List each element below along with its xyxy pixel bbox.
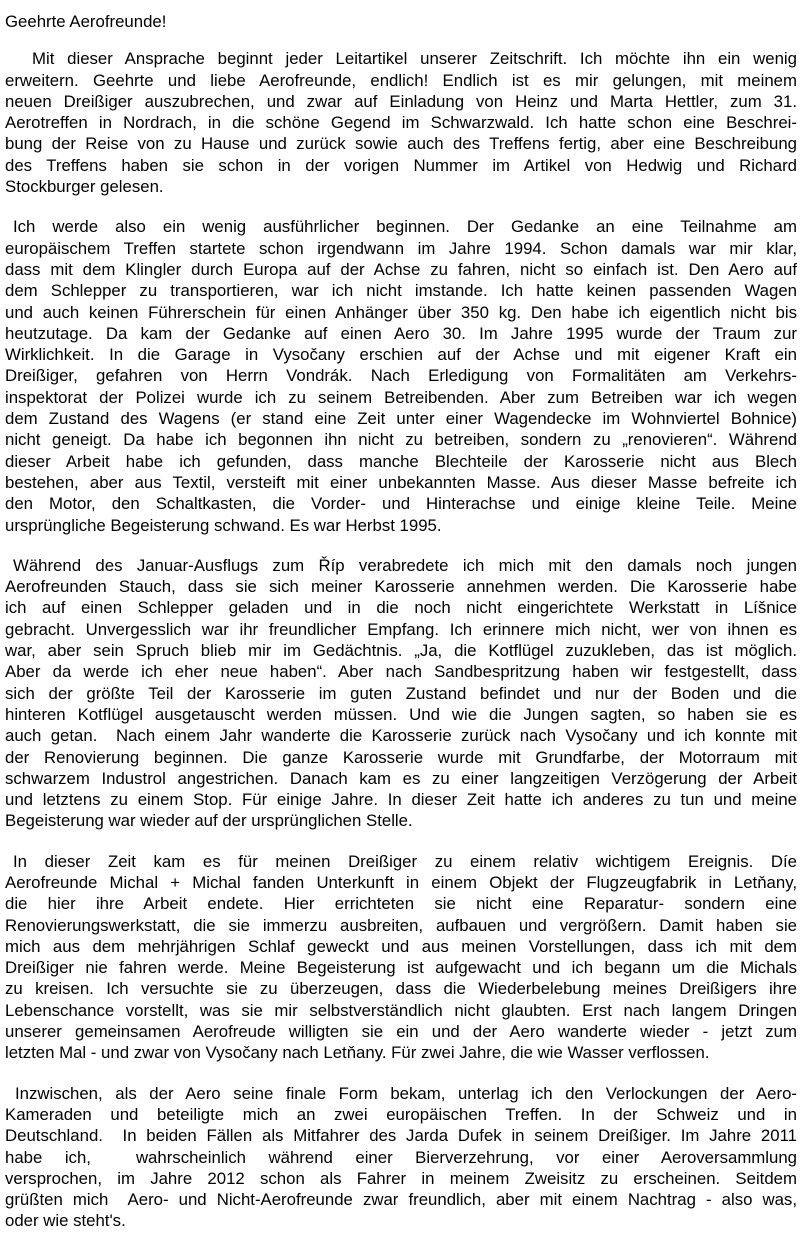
text-line: Stockburger gelesen. [5, 177, 164, 197]
text-line: inspektorat der Polizei wurde ich zu seinem Betreibenden. Aber zum Betreiben war ich wegen [5, 387, 797, 407]
text-line: des Treffens haben sie schon in der vorigen Nummer im Artikel von Hedwig und Richard [5, 155, 797, 175]
text-line: Begeisterung war wieder auf der ursprünglichen Stelle. [5, 811, 413, 831]
text-line: hinteren Kotflügel ausgetauscht werden müssen. Und wie die Jungen sagten, so haben sie es [5, 704, 797, 724]
text-line: Renovierungswerkstatt, die sie immerzu ausbreiten, aufbauen und vergrößern. Damit haben sie [5, 915, 797, 935]
text-line: Deutschland. In beiden Fällen als Mitfahrer des Jarda Dufek in seinem Dreißiger. Im Jahre 2011 [5, 1126, 797, 1146]
text-line: und auch keinen Führerschein für einen Anhänger über 350 kg. Den habe ich eigentlich nicht bis [5, 302, 797, 322]
text-line: erweitern. Geehrte und liebe Aerofreunde, endlich! Endlich ist es mir gelungen, mit meinem [5, 70, 797, 90]
text-line: die hier ihre Arbeit endete. Hier errichteten sie nicht eine Reparatur- sondern eine [5, 894, 797, 914]
text-line: der Renovierung beginnen. Die ganze Karosserie wurde mit Grundfarbe, der Motorraum mit [5, 747, 797, 767]
text-line: In dieser Zeit kam es für meinen Dreißiger zu einem relativ wichtigem Ereignis. Díe [13, 851, 797, 871]
text-line: versprochen, im Jahre 2012 schon als Fahrer in meinem Zweisitz zu erscheinen. Seitdem [5, 1168, 797, 1188]
text-line: gebracht. Unvergesslich war ihr freundlicher Empfang. Ich erinnere mich nicht, wer von ihnen es [5, 619, 797, 639]
text-line: ich auf einen Schlepper geladen und in die noch nicht eingerichtete Werkstatt in Líšnice [5, 598, 797, 618]
document-heading: Geehrte Aerofreunde! [5, 12, 167, 31]
text-line: zu kreisen. Ich versuchte sie zu überzeugen, dass die Wiederbelebung meines Dreißigers ihre [5, 979, 797, 999]
document-body [5, 48, 797, 1231]
text-line: Inzwischen, als der Aero seine finale Form bekam, unterlag ich den Verlockungen der Aero- [15, 1083, 797, 1103]
paragraph [5, 555, 797, 832]
text-line: Dreißiger, gefahren von Herrn Vondrák. Nach Erledigung von Formalitäten am Verkehrs- [5, 366, 797, 386]
text-line: dieser Arbeit habe ich gefunden, dass manche Blechteile der Karosserie nicht aus Blech [5, 451, 797, 471]
text-line: Aerofreunden Stauch, dass sie sich meiner Karosserie annehmen werden. Die Karosserie habe [5, 577, 797, 597]
text-line: Kameraden und beteiligte mich an zwei europäischen Treffen. In der Schweiz und in [5, 1104, 797, 1124]
text-line: sich der größte Teil der Karosserie im guten Zustand befindet und nur der Boden und die [5, 683, 797, 703]
text-line: neuen Dreißiger auszubrechen, und zwar auf Einladung von Heinz und Marta Hettler, zum 31. [5, 91, 797, 111]
text-line: Wirklichkeit. In die Garage in Vysočany erschien auf der Achse und mit eigener Kraft ein [5, 345, 797, 365]
text-line: nicht geneigt. Da habe ich begonnen ihn nicht zu betreiben, sondern zu „renovieren“. Während [5, 430, 797, 450]
text-line: bung der Reise von zu Hause und zurück sowie auch des Treffens fertig, aber eine Beschreibung [5, 134, 797, 154]
text-line: Aber da werde ich eher neue haben“. Aber nach Sandbespritzung haben wir festgestellt, dass [5, 662, 797, 682]
text-line: und letztens zu einem Stop. Für einige Jahre. In dieser Zeit hatte ich anderes zu tun und meine [5, 790, 797, 810]
text-line: auch getan. Nach einem Jahr wanderte die Karosserie zurück nach Vysočany und ich konnte mit [5, 726, 797, 746]
paragraph [5, 216, 797, 535]
text-line: Lebenschance vorstellt, was sie mir selbstverständlich nicht glaubten. Erst nach langem Dringen [5, 1000, 797, 1020]
text-line: europäischem Treffen startete schon irgendwann im Jahre 1994. Schon damals war mir klar, [5, 238, 797, 258]
text-line: unserer gemeinsamen Aerofreude willigten sie ein und der Aero wanderte wieder - jetzt zum [5, 1022, 797, 1042]
text-line: den Motor, den Schaltkasten, die Vorder- und Hinterachse und einige kleine Teile. Meine [5, 494, 797, 514]
text-line: dass mit dem Klingler durch Europa auf der Achse zu fahren, nicht so einfach ist. Den Aero auf [5, 259, 797, 279]
text-line: heutzutage. Da kam der Gedanke auf einen Aero 30. Im Jahre 1995 wurde der Traum zur [5, 323, 797, 343]
text-line: Dreißiger nie fahren werde. Meine Begeisterung ist aufgewacht und ich begann um die Michals [5, 958, 797, 978]
text-line: letzten Mal - und zwar von Vysočany nach Letňany. Für zwei Jahre, die wie Wasser verflossen. [5, 1043, 710, 1063]
text-line: Während des Januar-Ausflugs zum Říp verabredete ich mich mit den damals noch jungen [13, 555, 797, 575]
text-line: Ich werde also ein wenig ausführlicher beginnen. Der Gedanke an eine Teilnahme am [13, 217, 797, 237]
text-line: war, aber sein Spruch blieb mir im Gedächtnis. „Ja, die Kotflügel zuzukleben, das ist möglich. [5, 641, 797, 661]
paragraph [5, 851, 797, 1064]
text-line: Mit dieser Ansprache beginnt jeder Leitartikel unserer Zeitschrift. Ich möchte ihn ein wenig [32, 49, 797, 69]
text-line: dem Schlepper zu transportieren, war ich nicht imstande. Ich hatte keinen passenden Wagen [5, 281, 797, 301]
text-line: habe ich, wahrscheinlich während einer Bierverzehrung, vor einer Aeroversammlung [5, 1147, 797, 1167]
text-line: ursprüngliche Begeisterung schwand. Es war Herbst 1995. [5, 515, 442, 535]
text-line: Aerofreunde Michal + Michal fanden Unterkunft in einem Objekt der Flugzeugfabrik in Letňany, [5, 872, 797, 892]
paragraph [5, 1083, 797, 1232]
text-line: mich aus dem mehrjährigen Schlaf geweckt und aus meinen Vorstellungen, dass ich mit dem [5, 936, 797, 956]
paragraph [5, 48, 797, 197]
text-line: dem Zustand des Wagens (er stand eine Zeit unter einer Wagendecke im Wohnviertel Bohnice) [5, 409, 797, 429]
text-line: bestehen, aber aus Textil, versteift mit einer unbekannten Masse. Aus dieser Masse befreite ich [5, 472, 797, 492]
text-line: oder wie steht's. [5, 1211, 126, 1231]
text-line: schwarzem Industrol angestrichen. Danach kam es zu einer langzeitigen Verzögerung der Arbeit [5, 768, 797, 788]
text-line: Aerotreffen in Nordrach, in die schöne Gegend im Schwarzwald. Ich hatte schon eine Beschrei- [5, 113, 797, 133]
text-line: grüßten mich Aero- und Nicht-Aerofreunde zwar freundlich, aber mit einem Nachtrag - also was, [5, 1190, 797, 1210]
